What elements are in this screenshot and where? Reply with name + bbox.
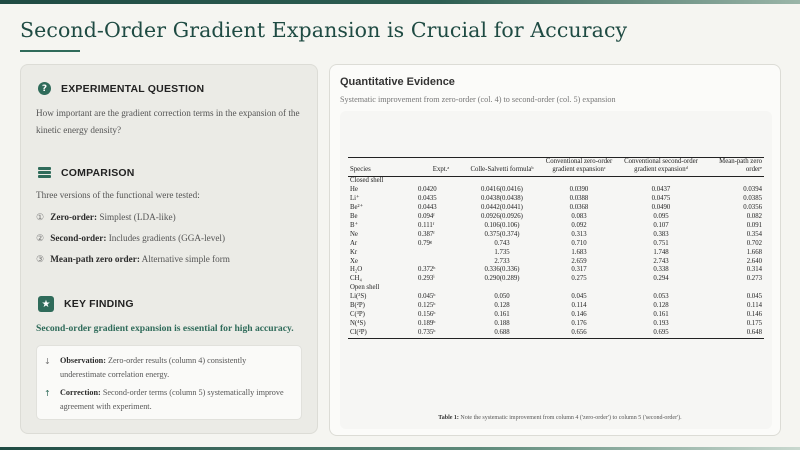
table-row	[348, 222, 764, 231]
question-heading: EXPERIMENTAL QUESTION	[61, 82, 205, 95]
cell-colle-salvetti: 0.188	[494, 319, 510, 327]
cell-second-order: 1.748	[653, 248, 669, 256]
comparison-item-second-order	[36, 233, 225, 244]
cell-zero-order: 0.313	[571, 230, 587, 238]
cell-expt: 0.79ᵍ	[418, 239, 432, 247]
table-document	[348, 157, 764, 421]
cell-expt: 0.189ᵇ	[418, 319, 436, 327]
cell-expt	[416, 249, 466, 258]
cell-species: Be²⁺	[350, 204, 364, 212]
cell-second-order: 0.294	[653, 275, 669, 283]
cell-colle-salvetti: 0.688	[494, 328, 510, 336]
finding-heading: KEY FINDING	[64, 298, 134, 310]
cell-colle-salvetti: 0.290(0.289)	[484, 275, 520, 283]
item-desc: Alternative simple form	[139, 254, 230, 264]
finding-statement: Second-order gradient expansion is essential for high accuracy.	[36, 323, 294, 334]
cell-expt: 0.125ᵇ	[418, 302, 436, 310]
cell-species: N(⁴S)	[350, 319, 366, 327]
cell-expt: 0.045ᵇ	[418, 293, 436, 301]
cell-mean-path: 2.640	[746, 257, 762, 265]
table-row	[348, 204, 764, 213]
cell-species: He	[350, 186, 358, 194]
table-row	[348, 266, 764, 275]
cell-second-order: 0.095	[653, 213, 669, 221]
table-row	[348, 329, 764, 338]
header-mean-path: Mean-path zero orderᵉ	[719, 158, 762, 174]
observation-content	[60, 354, 294, 382]
cell-colle-salvetti: 0.128	[494, 302, 510, 310]
cell-mean-path: 0.045	[746, 293, 762, 301]
top-accent-bar	[0, 0, 800, 4]
cell-mean-path: 0.091	[746, 221, 762, 229]
table-row	[348, 186, 764, 195]
cell-species: Xe	[350, 257, 358, 265]
question-text: How important are the gradient correction terms in the expansion of the kinetic energy density?	[36, 108, 300, 135]
item-label: Second-order:	[50, 233, 107, 243]
cell-mean-path: 0.114	[746, 302, 762, 310]
cell-expt: 0.094ᶠ	[418, 213, 435, 221]
header-colle: Colle-Salvetti formulaᵇ	[470, 166, 534, 174]
cell-species: Ne	[350, 230, 358, 238]
cell-species: Li⁺	[350, 195, 360, 203]
cell-mean-path: 1.668	[746, 248, 762, 256]
cell-second-order: 2.743	[653, 257, 669, 265]
cell-colle-salvetti: 1.735	[494, 248, 510, 256]
correction-content	[60, 386, 294, 414]
cell-second-order: 0.695	[653, 328, 669, 336]
cell-zero-order: 0.656	[571, 328, 587, 336]
closed-shell-label: Closed shell	[350, 177, 384, 185]
arrow-up-icon: ↑	[44, 388, 51, 398]
item-number: ②	[36, 233, 45, 243]
cell-species: C(³P)	[350, 311, 365, 318]
cell-colle-salvetti: 0.0438(0.0438)	[481, 195, 523, 203]
cell-species: Cl(²P)	[350, 328, 367, 336]
comparison-item-mean-path	[36, 254, 230, 265]
table-row	[348, 249, 764, 258]
page-title: Second-Order Gradient Expansion is Crucial for Accuracy	[20, 18, 628, 42]
cell-second-order: 0.383	[653, 230, 669, 238]
cell-colle-salvetti: 0.0416(0.0416)	[481, 186, 523, 194]
cell-colle-salvetti: 2.733	[494, 257, 510, 265]
cell-species: Kr	[350, 248, 358, 256]
comparison-heading: COMPARISON	[61, 166, 135, 179]
cell-zero-order: 0.146	[571, 311, 587, 318]
question-header	[38, 82, 204, 95]
cell-expt: 0.293ⁱ	[418, 275, 435, 283]
caption-text: Note the systematic improvement from column 4 ('zero-order') to column 5 ('second-order').	[458, 415, 682, 421]
cell-zero-order: 0.0368	[569, 204, 589, 212]
item-label: Zero-order:	[50, 212, 98, 222]
caption-label: Table 1:	[438, 415, 459, 421]
cell-second-order: 0.751	[653, 239, 669, 247]
table-row	[348, 320, 764, 329]
cell-mean-path: 0.0394	[743, 186, 762, 194]
cell-second-order: 0.161	[653, 311, 669, 318]
cell-colle-salvetti: 0.050	[494, 293, 510, 301]
cell-second-order: 0.0490	[651, 204, 671, 212]
cell-zero-order: 0.083	[571, 213, 587, 221]
cell-colle-salvetti: 0.0926(0.0926)	[481, 213, 523, 221]
table-row	[348, 195, 764, 204]
cell-zero-order: 0.275	[571, 275, 587, 283]
correction-label: Correction:	[60, 388, 101, 397]
header-conv-second: Conventional second-order gradient expansionᵈ	[624, 158, 698, 174]
closed-shell-body	[348, 177, 764, 284]
header-conv-zero: Conventional zero-order gradient expansionᶜ	[545, 158, 613, 174]
cell-mean-path: 0.354	[746, 230, 762, 238]
table-row	[348, 302, 764, 311]
cell-expt: 0.111ᶠ	[418, 221, 435, 229]
cell-colle-salvetti: 0.161	[494, 311, 510, 318]
item-desc: Includes gradients (GGA-level)	[106, 233, 226, 243]
correction-text: Second-order terms (column 5) systematically improve agreement with experiment.	[60, 388, 284, 411]
observation-box	[36, 345, 302, 420]
header-species: Species	[350, 166, 371, 174]
cell-species: Li(²S)	[350, 293, 367, 301]
evidence-subtitle: Systematic improvement from zero-order (col. 4) to second-order (col. 5) expansion	[340, 95, 616, 104]
table-row	[348, 275, 764, 284]
section-label-row	[348, 284, 764, 293]
table-row	[348, 231, 764, 240]
cell-colle-salvetti: 0.106(0.106)	[484, 221, 520, 229]
table-header-row	[348, 158, 764, 177]
cell-species: Ar	[350, 239, 358, 247]
correction-row	[44, 386, 294, 414]
table-caption	[348, 415, 772, 421]
results-table	[348, 157, 764, 339]
cell-species: CH₄	[350, 275, 362, 283]
cell-expt: 0.387ᶠ	[418, 230, 435, 238]
cell-expt	[416, 258, 466, 267]
item-number: ③	[36, 254, 45, 264]
cell-second-order: 0.193	[653, 319, 669, 327]
cell-zero-order: 0.0390	[569, 186, 589, 194]
observation-label: Observation:	[60, 356, 106, 365]
cell-colle-salvetti: 0.743	[494, 239, 510, 247]
cell-second-order: 0.053	[653, 293, 669, 301]
cell-zero-order: 0.710	[571, 239, 587, 247]
item-label: Mean-path zero order:	[50, 254, 140, 264]
cell-species: B(²P)	[350, 302, 365, 310]
table-bottom-rule	[348, 338, 764, 339]
cell-species: Be	[350, 213, 358, 221]
item-desc: Simplest (LDA-like)	[97, 212, 176, 222]
cell-species: B⁺	[350, 221, 359, 229]
open-shell-body	[348, 284, 764, 338]
star-icon: ★	[38, 296, 54, 312]
evidence-heading: Quantitative Evidence	[340, 76, 455, 88]
item-number: ①	[36, 212, 45, 222]
cell-colle-salvetti: 0.375(0.374)	[484, 230, 520, 238]
right-panel	[329, 64, 781, 436]
cell-expt: 0.372ʰ	[418, 266, 436, 274]
table-row	[348, 213, 764, 222]
cell-mean-path: 0.082	[746, 213, 762, 221]
finding-header	[38, 296, 134, 312]
cell-mean-path: 0.0356	[743, 204, 762, 212]
cell-zero-order: 0.176	[571, 319, 587, 327]
cell-second-order: 0.107	[653, 221, 669, 229]
cell-mean-path: 0.273	[746, 275, 762, 283]
cell-expt: 0.0420	[418, 186, 437, 194]
comparison-intro: Three versions of the functional were tested:	[36, 190, 200, 200]
open-shell-label: Open shell	[350, 284, 380, 292]
cell-mean-path: 0.146	[746, 311, 762, 318]
layers-icon	[38, 166, 51, 179]
cell-zero-order: 0.092	[571, 221, 587, 229]
cell-mean-path: 0.175	[746, 319, 762, 327]
cell-mean-path: 0.0385	[743, 195, 762, 203]
arrow-down-icon: ↓	[44, 356, 51, 366]
cell-expt: 0.156ᵇ	[418, 311, 436, 318]
cell-zero-order: 0.0388	[569, 195, 589, 203]
title-underline	[20, 50, 80, 52]
cell-second-order: 0.0475	[651, 195, 671, 203]
comparison-header	[38, 166, 135, 179]
observation-text: Zero-order results (column 4) consistently underestimate correlation energy.	[60, 356, 247, 379]
comparison-item-zero-order	[36, 212, 176, 223]
question-icon: ?	[38, 82, 51, 95]
cell-expt: 0.0443	[418, 204, 437, 212]
cell-mean-path: 0.314	[746, 266, 762, 274]
table-row	[348, 311, 764, 320]
cell-mean-path: 0.702	[746, 239, 762, 247]
cell-zero-order: 2.659	[571, 257, 587, 265]
section-label-row	[348, 177, 764, 186]
cell-colle-salvetti: 0.0442(0.0441)	[481, 204, 523, 212]
left-panel	[20, 64, 318, 434]
cell-zero-order: 0.114	[571, 302, 587, 310]
observation-row	[44, 354, 294, 382]
cell-mean-path: 0.648	[746, 328, 762, 336]
table-row	[348, 293, 764, 302]
table-row	[348, 258, 764, 267]
cell-second-order: 0.338	[653, 266, 669, 274]
cell-second-order: 0.0437	[651, 186, 671, 194]
cell-zero-order: 1.683	[571, 248, 587, 256]
cell-second-order: 0.128	[653, 302, 669, 310]
cell-zero-order: 0.317	[571, 266, 587, 274]
cell-colle-salvetti: 0.336(0.336)	[484, 266, 520, 274]
table-row	[348, 240, 764, 249]
header-expt: Expt.ᵃ	[432, 166, 450, 174]
cell-expt: 0.735ᵇ	[418, 328, 436, 336]
cell-expt: 0.0435	[418, 195, 437, 203]
cell-species: H₂O	[350, 266, 363, 274]
cell-zero-order: 0.045	[571, 293, 587, 301]
